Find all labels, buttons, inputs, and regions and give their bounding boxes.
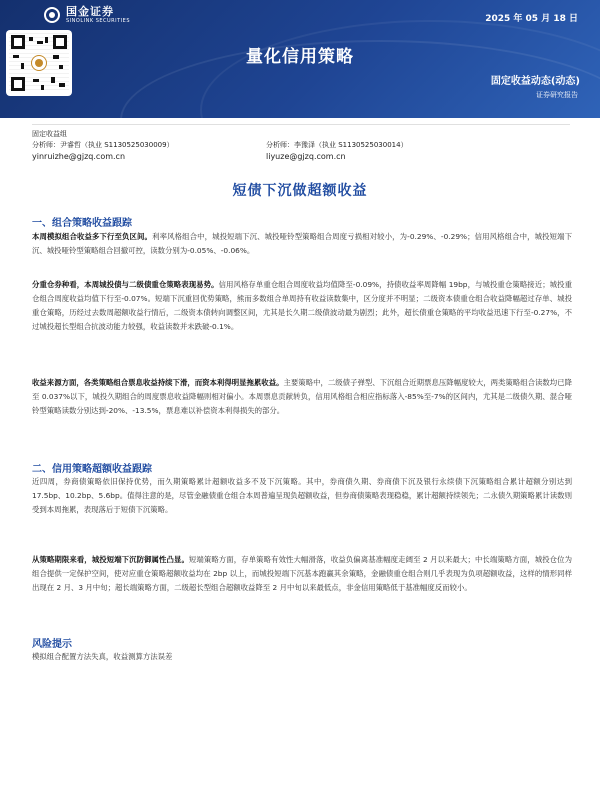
paragraph-lead: 从策略期限来看，城投短端下沉防御属性凸显。 (32, 555, 189, 564)
analyst-1: 分析师：尹睿哲（执业 S1130525030009） (32, 141, 174, 149)
risk-text: 模拟组合配置方法失真，收益测算方法误差 (32, 652, 173, 661)
paragraph-text: 短端策略方面，存单策略有效性大幅滑落，收益负偏离基准幅度走阔至 2 月以来最大；中长端策略方面，城投仓位为组合提供一定保护空间，使对应重仓策略超额收益均在 2bp 以上，而城投短端下沉基本跑赢其余策略，金融债重仓组合则几乎表现为负项超额收益，这样的情形同样出现在 2 月、3 月中旬；超长端策略方面，二级超长型组合超额收益降至 2 月中旬以来最低点，非金信用策略低于基准幅度反而较小。 (32, 555, 572, 592)
paragraph-text: 近四周，券商债策略依旧保持优势，而久期策略累计超额收益多不及下沉策略。其中，券商债久期、券商债下沉及银行永续债下沉策略组合累计超额分别达到 17.5bp、10.2bp、5.6bp。值得注意的是，尽管金融债重仓组合本周普遍呈现负超额收益，但券商债策略表现稳稳，累计超额持续领先；二永债久期策略累计读数则受到本周拖累，表现落后于短债下沉策略。 (32, 477, 572, 514)
qr-code-icon (6, 30, 72, 96)
section-heading-1: 一、组合策略收益跟踪 (32, 218, 132, 229)
paragraph (32, 475, 572, 517)
analyst-2-email[interactable]: liyuze@gjzq.com.cn (266, 152, 346, 161)
divider (32, 124, 570, 125)
paragraph-lead: 分重仓券种看，本周城投债与二级债重仓策略表现易势。 (32, 280, 219, 289)
banner-decoration (200, 20, 600, 118)
paragraph-text: 信用风格存单重仓组合周度收益均值降至-0.09%，持债收益率周降幅 19bp，与城投重仓策略接近；城投重仓组合周度收益均值下行至-0.07%。短端下沉重回优势策略，熊而多数组合单周持有收益读数集中，区分度并不明显；二级资本债重仓组合收益降幅超过存单、城投重仓策略，历经过去数周超额收益行情后，二级资本债转向调整区间，尤其是长久期二级债波动最为剧烈；此外，超长债重仓策略的平均收益迅速下行至-0.27%，不过城投超长型组合抗波动能力较强，收益读数并未跌破-0.1%。 (32, 280, 572, 331)
paragraph-lead: 收益来源方面，各类策略组合票息收益持续下滑，而资本利得明显拖累收益。 (32, 378, 284, 387)
paragraph (32, 553, 572, 595)
analyst-2: 分析师：李豫泽（执业 S1130525030014） (266, 141, 408, 149)
header-banner (0, 0, 600, 118)
section-heading-2: 二、信用策略超额收益跟踪 (32, 464, 152, 475)
paragraph (32, 278, 572, 334)
paragraph (32, 376, 572, 418)
report-category: 证券研究报告 (536, 91, 578, 99)
company-logo (44, 6, 130, 24)
logo-en: SINOLINK SECURITIES (66, 18, 130, 24)
article-title: 短债下沉做超额收益 (232, 183, 368, 199)
report-date: 2025 年 05 月 18 日 (485, 14, 578, 24)
qr-logo-icon (31, 55, 47, 71)
paragraph-text: 利率风格组合中，城投短端下沉、城投哑铃型策略组合周度亏损相对较小，为-0.29%、-0.29%；信用风格组合中，城投短端下沉、城投哑铃型策略组合回撤可控，读数分别为-0.05%、-0.06%。 (32, 232, 572, 255)
report-type: 固定收益动态(动态) (490, 76, 580, 87)
report-title: 量化信用策略 (246, 47, 354, 67)
analyst-1-email[interactable]: yinruizhe@gjzq.com.cn (32, 152, 126, 161)
logo-icon (44, 7, 60, 23)
department: 固定收益组 (32, 130, 67, 138)
paragraph (32, 230, 572, 258)
paragraph-lead: 本周模拟组合收益多下行至负区间。 (32, 232, 153, 241)
paragraph-text: 主要策略中，二级债子弹型、下沉组合近期票息压降幅度较大，两类策略组合读数均已降至 0.037%以下，城投久期组合的周度票息收益降幅则相对偏小。本周票息贡献转负，信用风格组合相应指标落入-85%至-7%的区间内，尤其是二级债久期、混合哑铃型策略读数分别达到-20%、-13.5%，票息难以补偿资本利得损失的部分。 (32, 378, 572, 415)
section-heading-risk: 风险提示 (32, 639, 72, 650)
logo-cn: 国金证券 (66, 5, 114, 18)
